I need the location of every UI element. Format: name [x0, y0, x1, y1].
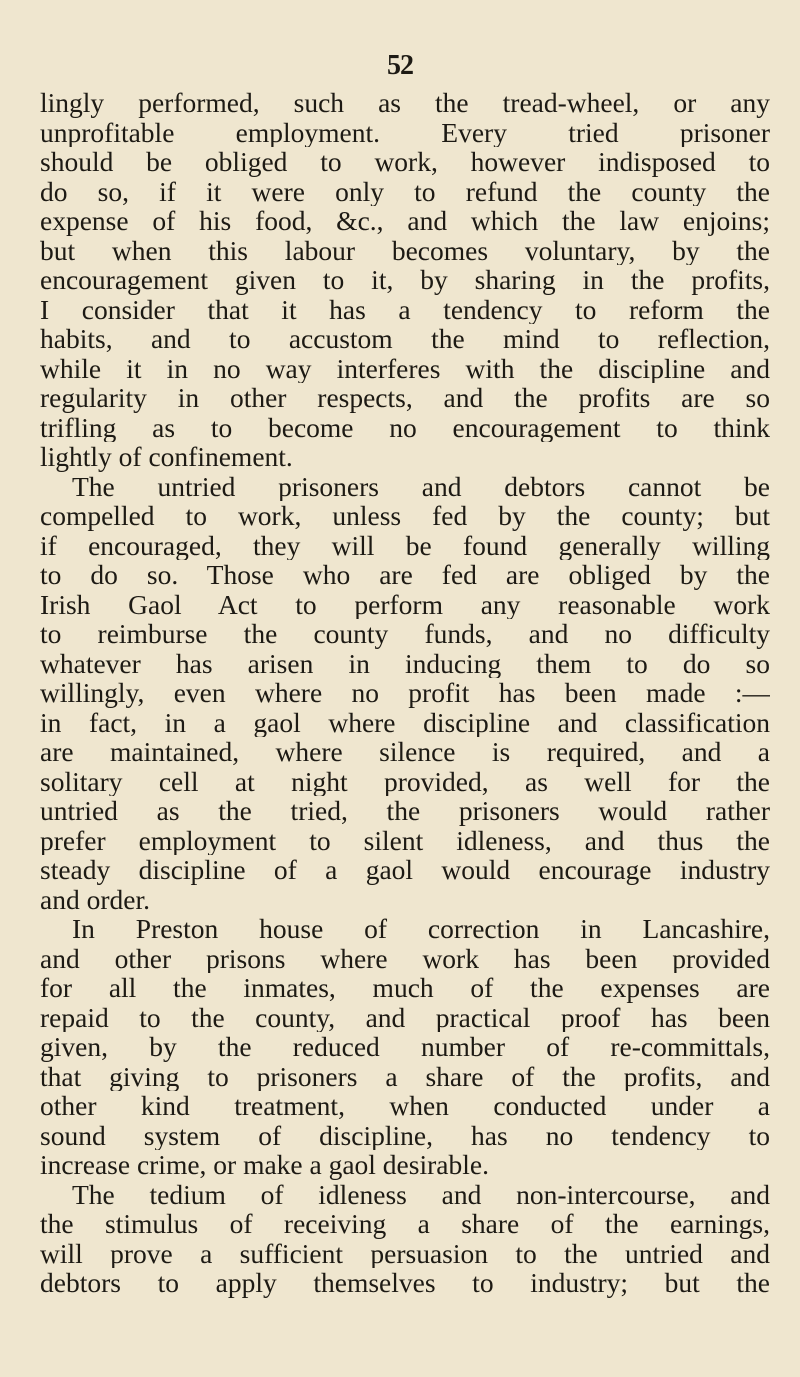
paragraph — [40, 88, 770, 472]
text-line: The tedium of idleness and non-intercourse, and — [72, 1179, 770, 1209]
text-line: are maintained, where silence is required, and a — [40, 737, 770, 767]
text-line: other kind treatment, when conducted under a — [40, 1091, 770, 1121]
text-line: but when this labour becomes voluntary, by the — [40, 235, 770, 265]
page-number: 52 — [387, 50, 413, 81]
text-line: sound system of discipline, has no tendency to — [40, 1120, 770, 1150]
text-line: repaid to the county, and practical proof has been — [40, 1002, 770, 1032]
text-line: In Preston house of correction in Lancashire, — [72, 914, 770, 944]
text-line: for all the inmates, much of the expenses are — [40, 973, 770, 1003]
text-line: Irish Gaol Act to perform any reasonable work — [40, 589, 770, 619]
text-line: to do so. Those who are fed are obliged by the — [40, 560, 770, 590]
paragraph — [40, 914, 770, 1180]
text-line: trifling as to become no encouragement to think — [40, 412, 770, 442]
paragraph — [40, 1180, 770, 1298]
text-line: solitary cell at night provided, as well for the — [40, 766, 770, 796]
text-line: compelled to work, unless fed by the county; but — [40, 501, 770, 531]
text-line: regularity in other respects, and the profits are so — [40, 383, 770, 413]
text-line: in fact, in a gaol where discipline and classification — [40, 707, 770, 737]
text-line: willingly, even where no profit has been made :— — [40, 678, 770, 708]
body-text — [40, 88, 770, 1298]
text-line: given, by the reduced number of re-committals, — [40, 1032, 770, 1062]
text-line: whatever has arisen in inducing them to do so — [40, 648, 770, 678]
text-line: encouragement given to it, by sharing in the profits, — [40, 265, 770, 295]
text-line: habits, and to accustom the mind to reflection, — [40, 324, 770, 354]
text-line: and order. — [40, 884, 150, 914]
text-line: I consider that it has a tendency to reform the — [40, 294, 770, 324]
text-line: do so, if it were only to refund the county the — [40, 176, 770, 206]
text-line: untried as the tried, the prisoners would rather — [40, 796, 770, 826]
text-line: lightly of confinement. — [40, 442, 293, 472]
text-line: to reimburse the county funds, and no difficulty — [40, 619, 770, 649]
text-line: steady discipline of a gaol would encourage industry — [40, 855, 770, 885]
text-line: and other prisons where work has been provided — [40, 943, 770, 973]
text-line: prefer employment to silent idleness, and thus the — [40, 825, 770, 855]
text-line: lingly performed, such as the tread-wheel, or any — [40, 88, 770, 118]
text-line: increase crime, or make a gaol desirable. — [40, 1150, 489, 1180]
text-line: should be obliged to work, however indisposed to — [40, 147, 770, 177]
text-line: will prove a sufficient persuasion to the untried and — [40, 1238, 770, 1268]
text-line: the stimulus of receiving a share of the earnings, — [40, 1209, 770, 1239]
text-line: while it in no way interferes with the discipline and — [40, 353, 770, 383]
text-line: that giving to prisoners a share of the profits, and — [40, 1061, 770, 1091]
text-line: expense of his food, &c., and which the law enjoins; — [40, 206, 770, 236]
text-line: unprofitable employment. Every tried prisoner — [40, 117, 770, 147]
paragraph — [40, 472, 770, 915]
text-line: The untried prisoners and debtors cannot be — [72, 471, 770, 501]
text-line: debtors to apply themselves to industry; but the — [40, 1268, 770, 1298]
text-line: if encouraged, they will be found generally willing — [40, 530, 770, 560]
